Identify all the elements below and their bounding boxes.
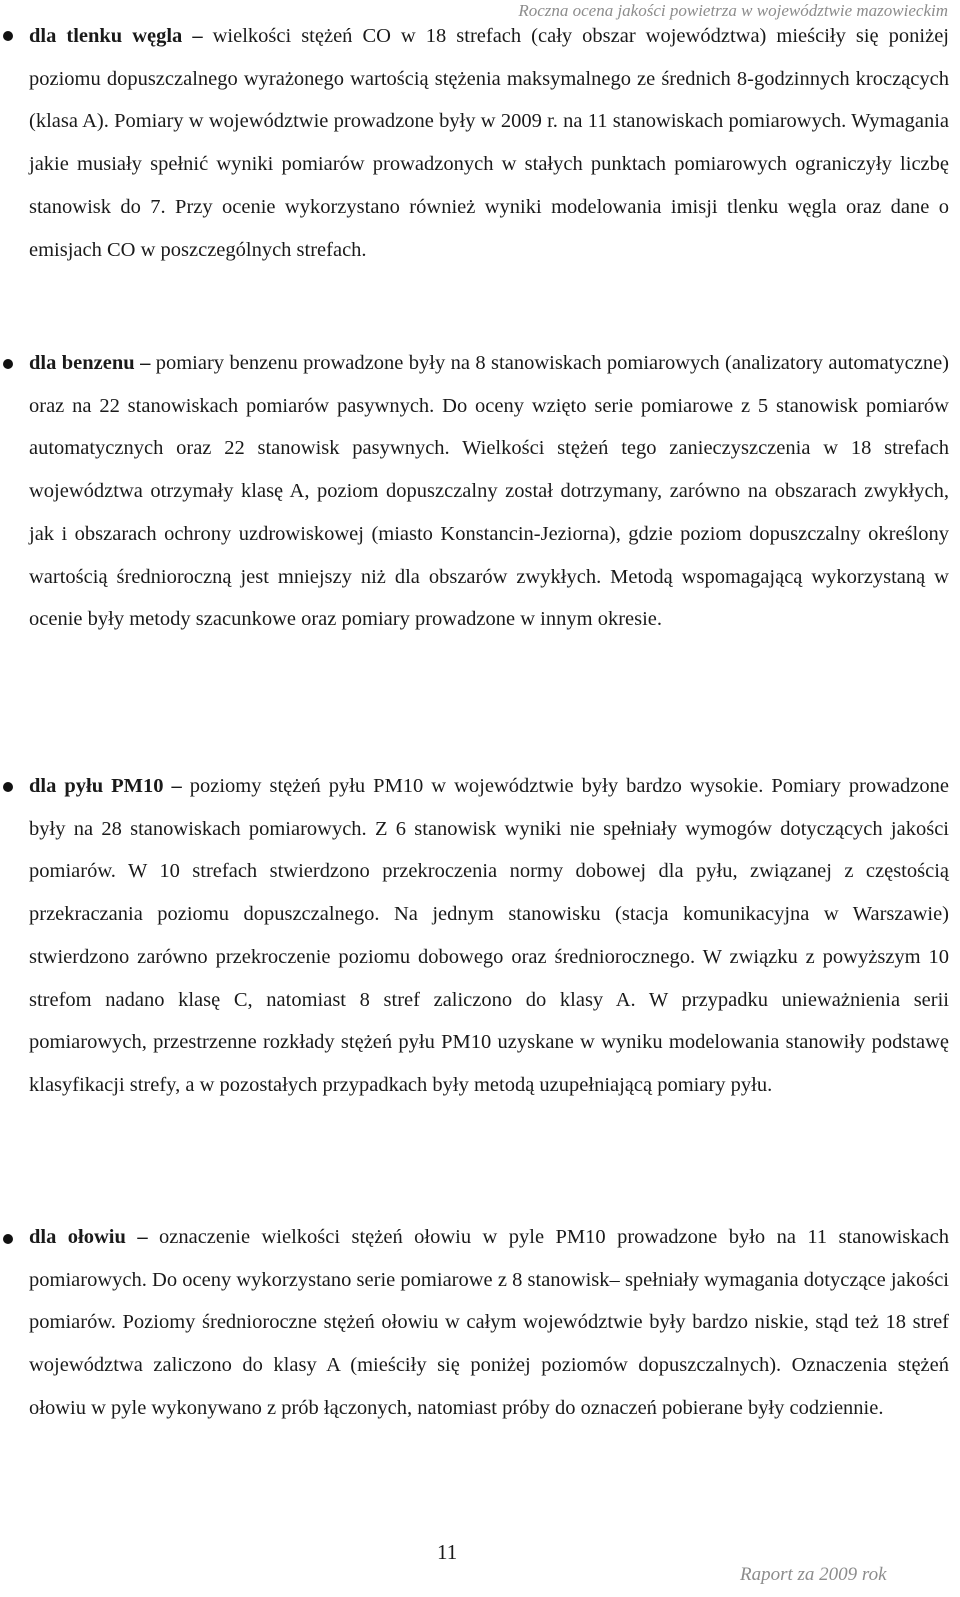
bullet-icon — [3, 1234, 13, 1244]
bullet-icon — [3, 359, 13, 369]
section-text: poziomy stężeń pyłu PM10 w województwie były bardzo wysokie. Pomiary prowadzone były na 28 stanowiskach pomiarowych. Z 6 stanowisk wyniki nie spełniały wymogów dotyczących jakości pomiarów. W 10 strefach stwierdzono przekroczenia normy dobowej dla pyłu, związanej z częstością przekraczania poziomu dopuszczalnego. Na jednym stanowisku (stacja komunikacyjna w Warszawie) stwierdzono zarówno przekroczenie poziomu dobowego oraz średniorocznego. W związku z powyższym 10 strefom nadano klasę C, natomiast 8 stref zaliczono do klasy A. W przypadku unieważnienia serii pomiarowych, przestrzenne rozkłady stężeń pyłu PM10 uzyskane w wyniku modelowania stanowiły podstawę klasyfikacji strefy, a w pozostałych przypadkach były metodą uzupełniającą pomiary pyłu. — [29, 775, 949, 1096]
paragraph — [29, 342, 949, 641]
page-header-title: Roczna ocena jakości powietrza w województwie mazowieckim — [518, 1, 948, 20]
paragraph — [29, 15, 949, 271]
section-text: pomiary benzenu prowadzone były na 8 stanowiskach pomiarowych (analizatory automatyczne) oraz na 22 stanowiskach pomiarów pasywnych. Do oceny wzięto serie pomiarowe z 5 stanowisk pomiarów automatycznych oraz 22 stanowisk pasywnych. Wielkości stężeń tego zanieczyszczenia w 18 strefach województwa otrzymały klasę A, poziom dopuszczalny został dotrzymany, zarówno na obszarach zwykłych, jak i obszarach ochrony uzdrowiskowej (miasto Konstancin-Jeziorna), gdzie poziom dopuszczalny określony wartością średnioroczną jest mniejszy niż dla obszarów zwykłych. Metodą wspomagającą wykorzystaną w ocenie były metody szacunkowe oraz pomiary prowadzone w innym okresie. — [29, 352, 950, 631]
section-text: wielkości stężeń CO w 18 strefach (cały obszar województwa) mieściły się poniżej poziomu dopuszczalnego wyrażonego wartością stężenia maksymalnego ze średnich 8-godzinnych kroczących (klasa A). Pomiary w województwie prowadzone były w 2009 r. na 11 stanowiskach pomiarowych. Wymagania jakie musiały spełnić wyniki pomiarów prowadzonych w stałych punktach pomiarowych ograniczyły liczbę stanowisk do 7. Przy ocenie wykorzystano również wyniki modelowania imisji tlenku węgla oraz dane o emisjach CO w poszczególnych strefach. — [29, 25, 949, 261]
section-lead: dla benzenu – — [29, 352, 151, 374]
section-lead: dla tlenku węgla – — [29, 25, 203, 47]
section-lead: dla ołowiu – — [29, 1226, 148, 1248]
paragraph — [29, 765, 949, 1107]
report-label: Raport za 2009 rok — [740, 1564, 887, 1585]
section-lead: dla pyłu PM10 – — [29, 775, 182, 797]
bullet-icon — [3, 782, 13, 792]
section-text: oznaczenie wielkości stężeń ołowiu w pyle PM10 prowadzone było na 11 stanowiskach pomiarowych. Do oceny wykorzystano serie pomiarowe z 8 stanowisk– spełniały wymagania dotyczące jakości pomiarów. Poziomy średnioroczne stężeń ołowiu w całym województwie były bardzo niskie, stąd też 18 stref województwa zaliczono do klasy A (mieściły się poniżej poziomów dopuszczalnych). Oznaczenia stężeń ołowiu w pyle wykonywano z prób łączonych, natomiast próby do oznaczeń pobierane były codziennie. — [29, 1226, 949, 1419]
page-number: 11 — [437, 1540, 458, 1564]
paragraph — [29, 1216, 949, 1430]
bullet-icon — [3, 31, 13, 41]
